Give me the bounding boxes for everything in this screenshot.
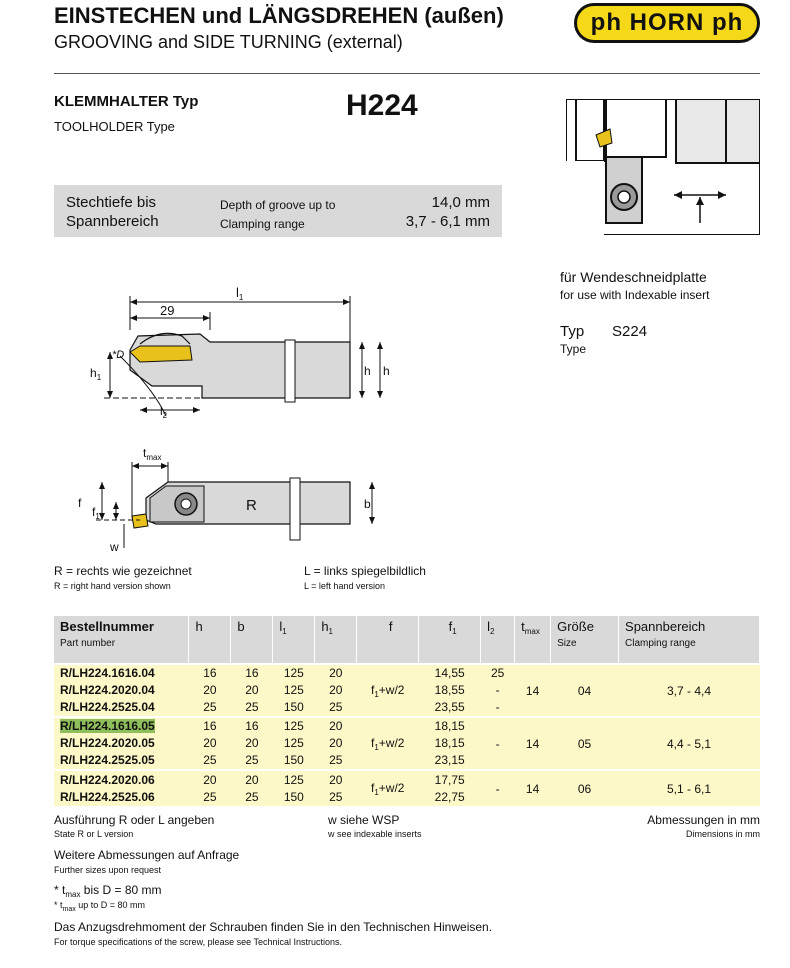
col-tmax: $t_{max}$ bbox=[515, 616, 551, 664]
note-tmax-de: * $t_{max}$ bis D = 80 mm bbox=[54, 883, 162, 899]
top-view-drawing bbox=[80, 458, 400, 558]
f-formula: $f_1+w/2$ bbox=[357, 664, 419, 717]
note-wsp-de: w siehe WSP bbox=[328, 813, 400, 827]
toolholder-label-en: TOOLHOLDER Type bbox=[54, 119, 175, 134]
part-number[interactable]: R/LH224.2020.05 bbox=[60, 736, 155, 750]
dim-f-label: f bbox=[78, 496, 82, 510]
part-number[interactable]: R/LH224.2020.04 bbox=[60, 683, 155, 697]
col-size: Größe Size bbox=[551, 616, 619, 664]
insert-type-value: S224 bbox=[612, 323, 648, 340]
groove-depth-value: 14,0 mm bbox=[431, 194, 490, 211]
part-number-highlighted[interactable]: R/LH224.1616.05 bbox=[60, 719, 155, 733]
dim-29-label: 29 bbox=[160, 303, 175, 318]
legend-l-en: L = left hand version bbox=[304, 581, 385, 591]
dim-b-label: b bbox=[364, 497, 371, 511]
r-label: R bbox=[246, 497, 257, 514]
part-number[interactable]: R/LH224.2525.04 bbox=[60, 700, 155, 714]
col-f: f bbox=[357, 616, 419, 664]
part-number[interactable]: R/LH224.1616.04 bbox=[60, 666, 155, 680]
clamping-label-de: Spannbereich bbox=[66, 213, 159, 230]
dim-w-label: w bbox=[110, 540, 119, 554]
dim-h-label-2: h bbox=[383, 364, 390, 378]
clamping-label-en: Clamping range bbox=[220, 217, 305, 231]
table-header-row bbox=[54, 616, 760, 664]
insert-type-label-en: Type bbox=[560, 342, 587, 356]
legend-l-de: L = links spiegelbildlich bbox=[304, 564, 426, 578]
dim-f1-label: $f_1$ bbox=[92, 505, 100, 521]
spec-box bbox=[54, 185, 502, 237]
col-h1: $h_1$ bbox=[315, 616, 357, 664]
groove-depth-label-de: Stechtiefe bis bbox=[66, 194, 157, 211]
col-l1: $l_1$ bbox=[273, 616, 315, 664]
col-b: b bbox=[231, 616, 273, 664]
header-divider bbox=[54, 73, 760, 74]
col-f1: $f_1$ bbox=[419, 616, 481, 664]
dim-l2-label: $l_2$ bbox=[160, 404, 168, 420]
legend-r-de: R = rechts wie gezeichnet bbox=[54, 564, 192, 578]
insert-for-en: for use with Indexable insert bbox=[560, 288, 710, 302]
part-number[interactable]: R/LH224.2525.06 bbox=[60, 789, 155, 804]
note-dims-en: Dimensions in mm bbox=[685, 829, 760, 839]
col-clamp: Spannbereich Clamping range bbox=[619, 616, 760, 664]
order-table bbox=[54, 616, 760, 806]
note-version-en: State R or L version bbox=[54, 829, 134, 839]
note-further-de: Weitere Abmessungen auf Anfrage bbox=[54, 848, 240, 862]
f-formula: $f_1+w/2$ bbox=[357, 717, 419, 770]
note-tmax-en: * $t_{max}$ up to D = 80 mm bbox=[54, 900, 146, 913]
col-h: h bbox=[189, 616, 231, 664]
model-number: H224 bbox=[346, 89, 418, 122]
dim-tmax-label: $t_{max}$ bbox=[143, 446, 162, 462]
col-l2: $l_2$ bbox=[481, 616, 515, 664]
dim-d-label: *D bbox=[112, 349, 125, 361]
table-row: R/LH224.1616.04 R/LH224.2020.04 R/LH224.2525.04 16 20 25 16 20 25 125 125 150 20 20 25 $f_1+w/2$ 14,55 18,55 23,55 25 - - 14 04 3,7 - 4,4 bbox=[54, 664, 760, 717]
col-partnum: Bestellnummer Part number bbox=[54, 616, 189, 664]
dim-l1-label: $l_1$ bbox=[236, 285, 244, 302]
f-formula: $f_1+w/2$ bbox=[357, 770, 419, 806]
page-title: EINSTECHEN und LÄNGSDREHEN (außen) bbox=[54, 3, 504, 28]
horn-logo: ph HORN ph bbox=[574, 3, 760, 43]
part-number[interactable]: R/LH224.2525.05 bbox=[60, 753, 155, 767]
groove-depth-label-en: Depth of groove up to bbox=[220, 198, 336, 212]
table-row: R/LH224.2020.06 R/LH224.2525.06 20 25 20 25 125 150 20 25 $f_1+w/2$ 17,75 22,75 - 14 06 5,1 - 6,1 bbox=[54, 770, 760, 806]
note-further-en: Further sizes upon request bbox=[54, 865, 162, 875]
table-row: R/LH224.1616.05 R/LH224.2020.05 R/LH224.2525.05 16 20 25 16 20 25 125 125 150 20 20 25 $f_1+w/2$ 18,15 18,15 23,15 - 14 05 4,4 - 5,1 bbox=[54, 717, 760, 770]
legend-r-en: R = right hand version shown bbox=[54, 581, 171, 591]
note-torque-en: For torque specifications of the screw, please see Technical Instructions. bbox=[54, 937, 342, 947]
note-dims-de: Abmessungen in mm bbox=[647, 813, 760, 827]
clamping-value: 3,7 - 6,1 mm bbox=[405, 213, 490, 230]
application-drawing bbox=[566, 99, 760, 235]
insert-type-label-de: Typ bbox=[560, 323, 585, 340]
part-number[interactable]: R/LH224.2020.06 bbox=[60, 772, 155, 787]
dim-h-label-1: h bbox=[364, 364, 371, 378]
page-subtitle: GROOVING and SIDE TURNING (external) bbox=[54, 32, 403, 52]
insert-for-de: für Wendeschneidplatte bbox=[560, 269, 707, 285]
note-wsp-en: w see indexable inserts bbox=[328, 829, 422, 839]
note-torque-de: Das Anzugsdrehmoment der Schrauben finden Sie in den Technischen Hinweisen. bbox=[54, 920, 493, 934]
note-version-de: Ausführung R oder L angeben bbox=[54, 813, 215, 827]
dim-h1-label: $h_1$ bbox=[90, 366, 102, 382]
toolholder-label-de: KLEMMHALTER Typ bbox=[54, 93, 199, 110]
